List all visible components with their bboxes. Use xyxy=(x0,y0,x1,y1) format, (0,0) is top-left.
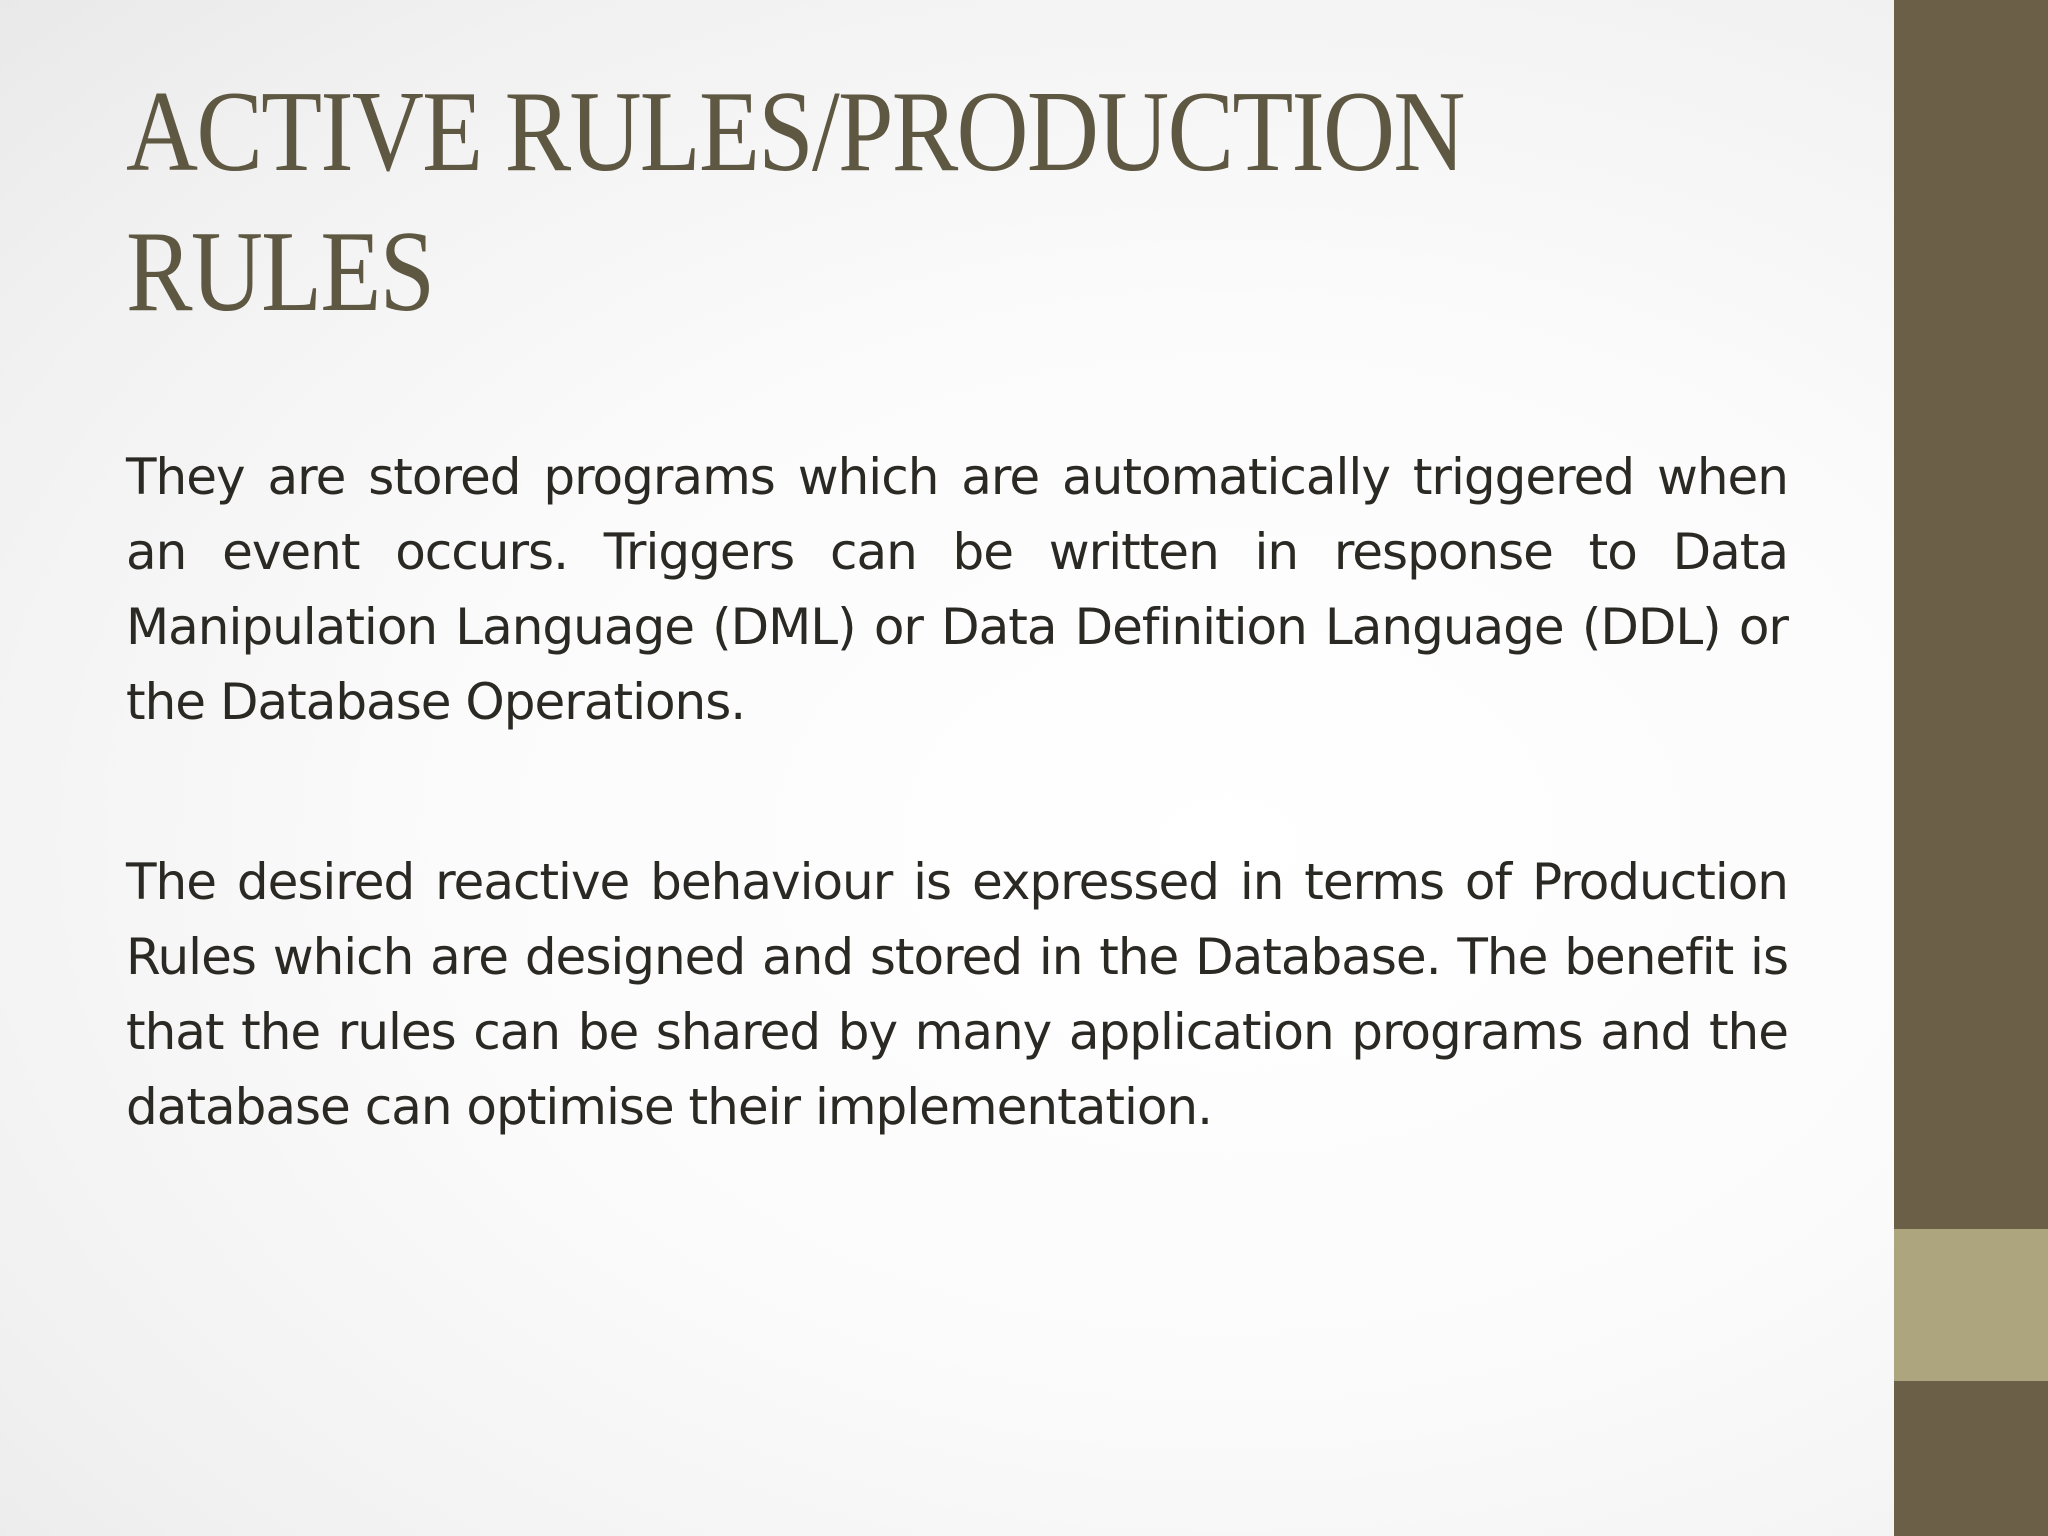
paragraph-production-rules: The desired reactive behaviour is expressed in terms of Production Rules which are designed and stored in the Database. The benefit is that the rules can be shared by many application programs and the database can optimise their implementation. xyxy=(126,853,1788,1136)
slide-body xyxy=(126,440,1788,1145)
paragraph-triggers: They are stored programs which are automatically triggered when an event occurs. Triggers can be written in response to Data Manipulation Language (DML) or Data Definition Language (DDL) or the Database Operations. xyxy=(126,448,1788,731)
slide-title: ACTIVE RULES/PRODUCTION RULES xyxy=(126,68,1464,336)
side-accent-block xyxy=(1894,1229,2048,1381)
